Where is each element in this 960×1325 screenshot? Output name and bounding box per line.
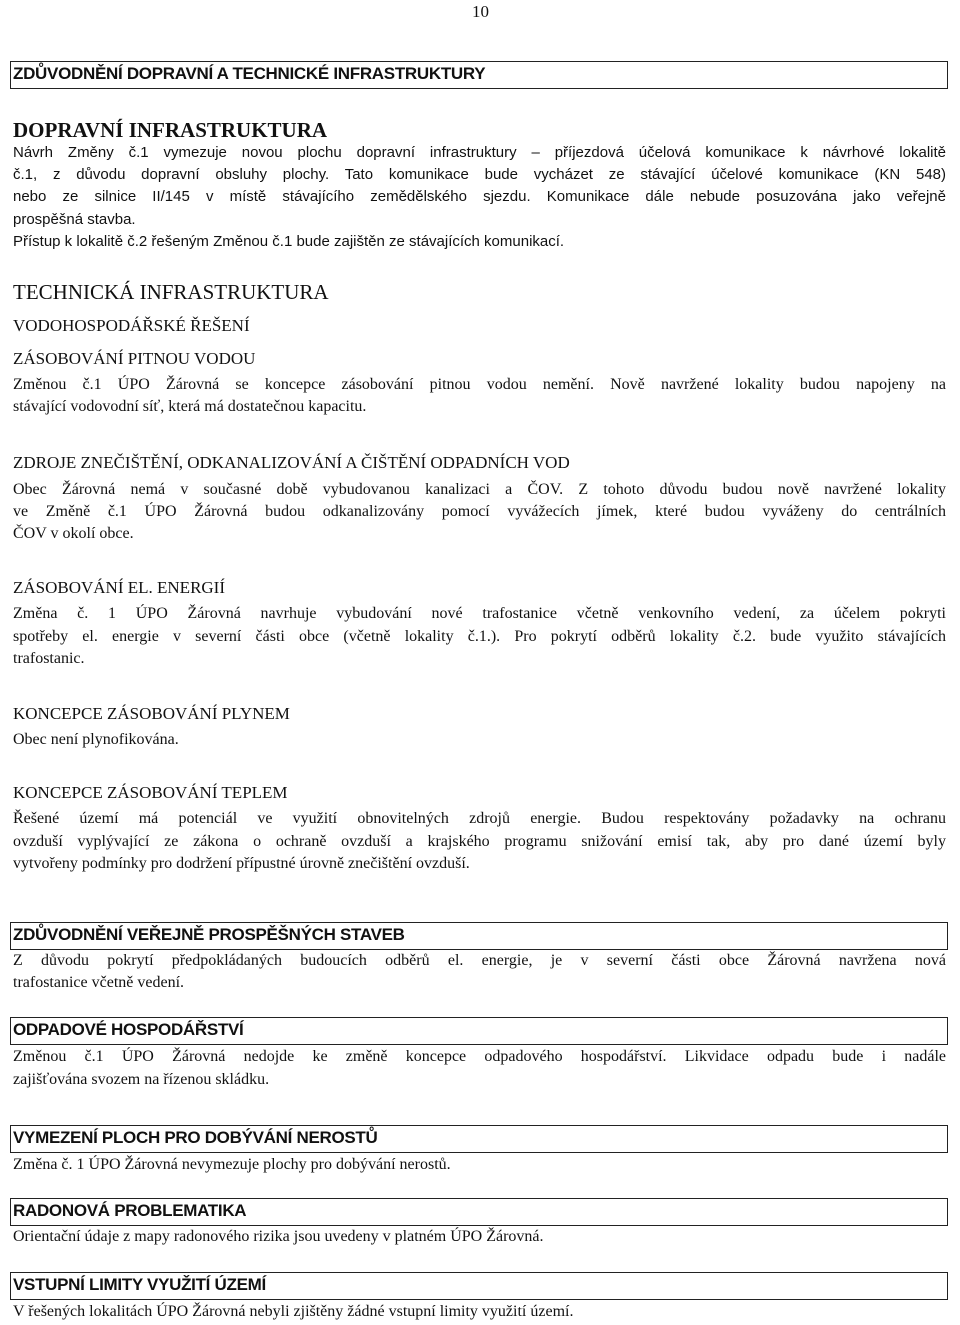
heading-zdroje: ZDROJE ZNEČIŠTĚNÍ, ODKANALIZOVÁNÍ A ČIŠTĚNÍ ODPADNÍCH VOD bbox=[13, 453, 570, 472]
paragraph-line: vytvořeny podmínky pro dodržení přípustné úrovně znečištění ovzduší. bbox=[13, 855, 470, 872]
section-heading-odpady: ODPADOVÉ HOSPODÁŘSTVÍ bbox=[13, 1020, 244, 1039]
heading-teplo: KONCEPCE ZÁSOBOVÁNÍ TEPLEM bbox=[13, 783, 288, 802]
paragraph-line: č.1, z důvodu dopravní obsluhy plochy. Tato komunikace bude vycházet ze stávající účelové komunikace (KN 548) bbox=[13, 166, 946, 183]
paragraph-line: trafostanic. bbox=[13, 650, 85, 667]
paragraph-line: spotřeby el. energie v severní části obce (včetně lokality č.1.). Pro pokrytí odběrů lokality č.2. bude využito stávajících bbox=[13, 628, 946, 645]
paragraph-line: Přístup k lokalitě č.2 řešeným Změnou č.1 bude zajištěn ze stávajících komunikací. bbox=[13, 233, 565, 250]
paragraph-line: Změna č. 1 ÚPO Žárovná nevymezuje plochy pro dobývání nerostů. bbox=[13, 1156, 451, 1173]
paragraph-line: Z důvodu pokrytí předpokládaných budoucích odběrů el. energie, je v severní části obce Žárovná navržena nová bbox=[13, 952, 946, 969]
section-heading-radon: RADONOVÁ PROBLEMATIKA bbox=[13, 1201, 247, 1220]
heading-energie: ZÁSOBOVÁNÍ EL. ENERGIÍ bbox=[13, 578, 226, 597]
paragraph-line: stávající vodovodní síť, která má dostatečnou kapacitu. bbox=[13, 398, 367, 415]
paragraph-line: trafostanice včetně vedení. bbox=[13, 974, 185, 991]
heading-vodohospodarske: VODOHOSPODÁŘSKÉ ŘEŠENÍ bbox=[13, 316, 250, 335]
paragraph-line: Orientační údaje z mapy radonového rizika jsou uvedeny v platném ÚPO Žárovná. bbox=[13, 1228, 544, 1245]
paragraph-line: ČOV v okolí obce. bbox=[13, 525, 134, 542]
paragraph-line: prospěšná stavba. bbox=[13, 211, 136, 228]
page-number: 10 bbox=[472, 2, 489, 21]
subheading-dopravni: DOPRAVNÍ INFRASTRUKTURA bbox=[13, 118, 328, 142]
paragraph-line: zajišťována svozem na řízenou skládku. bbox=[13, 1071, 270, 1088]
paragraph-line: nebo ze silnice II/145 v místě stávajícího zemědělského sjezdu. Komunikace dále nebude posuzována jako veřejně bbox=[13, 188, 946, 205]
heading-technicka: TECHNICKÁ INFRASTRUKTURA bbox=[13, 280, 329, 304]
heading-pitna-voda: ZÁSOBOVÁNÍ PITNOU VODOU bbox=[13, 349, 256, 368]
paragraph-line: ve Změně č.1 ÚPO Žárovná budou odkanalizovány pomocí vyvážecích jímek, které budou vyváženy do centrálních bbox=[13, 503, 946, 520]
paragraph-line: V řešených lokalitách ÚPO Žárovná nebyli zjištěny žádné vstupní limity využití území. bbox=[13, 1303, 574, 1320]
paragraph-line: Řešené území má potenciál ve využití obnovitelných zdrojů energie. Budou respektovány požadavky na ochranu bbox=[13, 810, 946, 827]
heading-plyn: KONCEPCE ZÁSOBOVÁNÍ PLYNEM bbox=[13, 704, 290, 723]
paragraph-line: Změna č. 1 ÚPO Žárovná navrhuje vybudování nové trafostanice včetně venkovního vedení, za účelem pokryti bbox=[13, 605, 946, 622]
paragraph-line: Obec není plynofikována. bbox=[13, 731, 179, 748]
paragraph-line: Obec Žárovná nemá v současné době vybudovanou kanalizaci a ČOV. Z tohoto důvodu budou nově navržené lokality bbox=[13, 481, 946, 498]
section-heading-vpsp: ZDŮVODNĚNÍ VEŘEJNĚ PROSPĚŠNÝCH STAVEB bbox=[13, 925, 405, 944]
paragraph-line: Změnou č.1 ÚPO Žárovná se koncepce zásobování pitnou vodou nemění. Nově navržené lokality budou napojeny na bbox=[13, 376, 946, 393]
section-heading-limity: VSTUPNÍ LIMITY VYUŽITÍ ÚZEMÍ bbox=[13, 1275, 266, 1294]
section-heading-infrastruktura: ZDŮVODNĚNÍ DOPRAVNÍ A TECHNICKÉ INFRASTRUKTURY bbox=[13, 64, 486, 83]
paragraph-line: Návrh Změny č.1 vymezuje novou plochu dopravní infrastruktury – příjezdová účelová komunikace k návrhové lokalitě bbox=[13, 144, 946, 161]
paragraph-line: ovzduší vyplývající ze zákona o ochraně ovzduší a krajského programu snižování emisí tak, aby pro dané území byly bbox=[13, 833, 946, 850]
paragraph-line: Změnou č.1 ÚPO Žárovná nedojde ke změně koncepce odpadového hospodářství. Likvidace odpadu bude i nadále bbox=[13, 1048, 946, 1065]
section-heading-nerosty: VYMEZENÍ PLOCH PRO DOBÝVÁNÍ NEROSTŮ bbox=[13, 1128, 378, 1147]
